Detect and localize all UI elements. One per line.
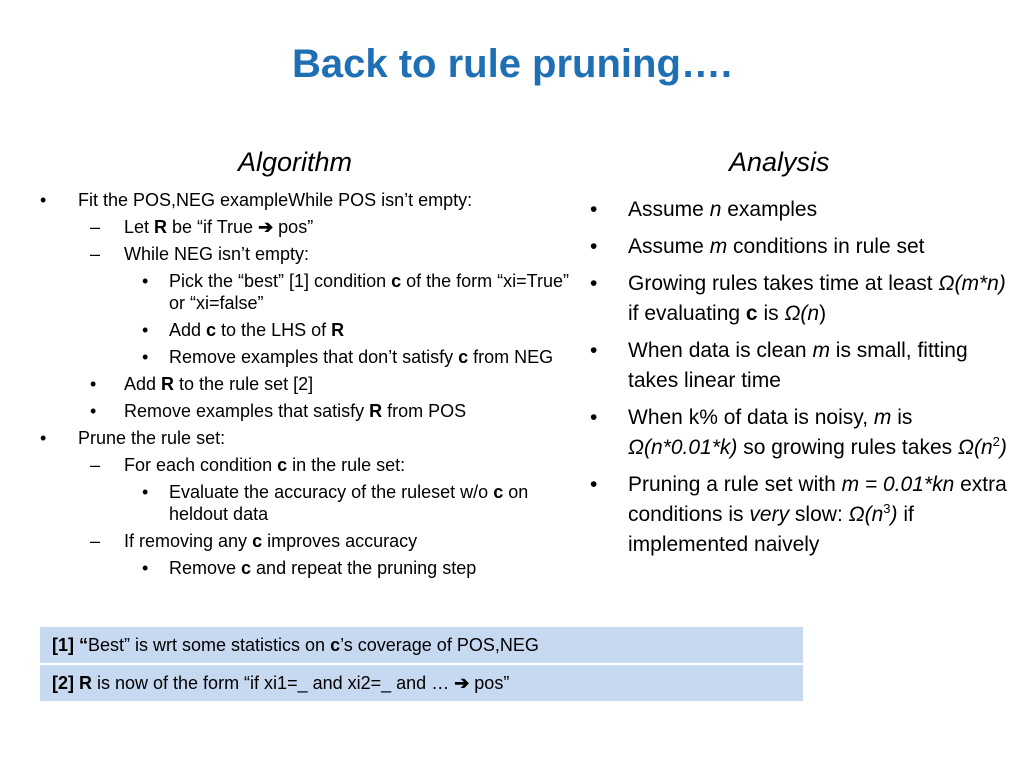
item-text: in the rule set: bbox=[287, 455, 406, 475]
bullet-marker: • bbox=[590, 473, 598, 496]
bullet-marker: • bbox=[590, 339, 598, 362]
var-c: c bbox=[252, 531, 263, 551]
item-text: If removing any bbox=[124, 531, 253, 551]
item-text: pos” bbox=[273, 217, 314, 237]
item-text: of the form “xi=True” or “xi=false” bbox=[169, 271, 570, 313]
item-text: Remove examples that don’t satisfy bbox=[169, 347, 459, 367]
math-expr: Ω(m*n) bbox=[938, 272, 1006, 295]
math-expr: Ω(n*0.01*k) bbox=[628, 436, 738, 459]
footnote-text: ’s coverage of POS,NEG bbox=[340, 635, 539, 655]
item-text: conditions in rule set bbox=[727, 235, 925, 258]
list-item bbox=[40, 400, 570, 422]
item-text: Evaluate the accuracy of the ruleset w/o bbox=[169, 482, 494, 502]
list-item bbox=[40, 319, 570, 341]
footnote-text: is now of the form “if xi1=_ and xi2=_ and … bbox=[92, 673, 455, 693]
list-item bbox=[40, 454, 570, 476]
dash-marker: – bbox=[90, 244, 101, 264]
var-r: R bbox=[331, 320, 345, 340]
list-item bbox=[588, 269, 1008, 329]
item-text: to the LHS of bbox=[216, 320, 332, 340]
analysis-heading: Analysis bbox=[729, 147, 830, 177]
var-n: n bbox=[807, 302, 820, 325]
bullet-marker: • bbox=[40, 428, 47, 448]
var-c: c bbox=[493, 482, 504, 502]
bullet-marker: • bbox=[142, 558, 149, 578]
math-expr: m = 0.01*kn bbox=[841, 473, 955, 496]
item-text: Remove bbox=[169, 558, 242, 578]
var-c: c bbox=[277, 455, 288, 475]
superscript: 3 bbox=[883, 501, 891, 516]
var-r: R bbox=[154, 217, 168, 237]
item-text: Assume bbox=[628, 235, 710, 258]
item-text: if implemented naively bbox=[628, 503, 914, 556]
math-expr: Ω(n bbox=[957, 436, 993, 459]
var-c: c bbox=[458, 347, 469, 367]
bullet-marker: • bbox=[590, 272, 598, 295]
var-c: c bbox=[391, 271, 402, 291]
dash-marker: – bbox=[90, 217, 101, 237]
item-text: When data is clean bbox=[628, 339, 813, 362]
bullet-marker: • bbox=[142, 347, 149, 367]
var-c: c bbox=[206, 320, 217, 340]
list-item bbox=[40, 557, 570, 579]
footnote-text: Best” is wrt some statistics on bbox=[88, 635, 331, 655]
footnote-label: [2] bbox=[52, 673, 79, 693]
item-text: slow: bbox=[789, 503, 849, 526]
list-item bbox=[40, 243, 570, 265]
slide-title: Back to rule pruning…. bbox=[291, 42, 733, 86]
item-text: Let bbox=[124, 217, 155, 237]
var-r: R bbox=[369, 401, 383, 421]
analysis-list bbox=[588, 195, 1008, 567]
item-text: When k% of data is noisy, bbox=[628, 406, 874, 429]
math-expr: Ω( bbox=[784, 302, 808, 325]
list-item bbox=[588, 470, 1008, 560]
footnote-1 bbox=[40, 627, 803, 663]
item-text: from NEG bbox=[468, 347, 554, 367]
bullet-marker: • bbox=[590, 235, 598, 258]
superscript: 2 bbox=[992, 434, 1000, 449]
list-item bbox=[40, 189, 570, 211]
var-n: n bbox=[709, 198, 722, 221]
item-text: to the rule set [2] bbox=[174, 374, 314, 394]
item-text: While NEG isn’t empty: bbox=[124, 244, 310, 264]
item-text: be “if True bbox=[167, 217, 259, 237]
list-item bbox=[40, 427, 570, 449]
list-item bbox=[588, 195, 1008, 225]
item-text: Fit the POS,NEG exampleWhile POS isn’t empty: bbox=[78, 190, 473, 210]
item-text: on heldout data bbox=[169, 482, 529, 524]
arrow-icon: ➔ bbox=[258, 217, 274, 237]
bullet-marker: • bbox=[40, 190, 47, 210]
footnote-2 bbox=[40, 665, 803, 701]
bullet-marker: • bbox=[142, 482, 149, 502]
bullet-marker: • bbox=[590, 406, 598, 429]
item-text: is small, fitting takes linear time bbox=[628, 339, 968, 392]
var-r: R bbox=[79, 673, 92, 693]
item-text: from POS bbox=[382, 401, 467, 421]
item-text: is bbox=[757, 302, 785, 325]
item-text: Prune the rule set: bbox=[78, 428, 226, 448]
item-text: examples bbox=[721, 198, 818, 221]
list-item bbox=[588, 336, 1008, 396]
dash-marker: – bbox=[90, 531, 101, 551]
item-text: extra conditions is bbox=[628, 473, 1007, 526]
math-expr: ) bbox=[890, 503, 898, 526]
var-m: m bbox=[873, 406, 892, 429]
bullet-marker: • bbox=[142, 320, 149, 340]
algorithm-heading: Algorithm bbox=[238, 147, 353, 177]
footnote-label: [1] “ bbox=[52, 635, 88, 655]
var-c: c bbox=[330, 635, 341, 655]
list-item bbox=[40, 373, 570, 395]
footnotes-box bbox=[40, 627, 803, 701]
list-item bbox=[40, 346, 570, 368]
dash-marker: – bbox=[90, 455, 101, 475]
bullet-marker: • bbox=[590, 198, 598, 221]
list-item bbox=[40, 216, 570, 238]
var-r: R bbox=[161, 374, 175, 394]
math-expr: Ω(n bbox=[848, 503, 884, 526]
item-text: Pick the “best” [1] condition bbox=[169, 271, 392, 291]
var-m: m bbox=[709, 235, 728, 258]
list-item bbox=[40, 481, 570, 525]
item-text: is bbox=[891, 406, 913, 429]
item-text: improves accuracy bbox=[262, 531, 418, 551]
bullet-marker: • bbox=[142, 271, 149, 291]
item-text: Remove examples that satisfy bbox=[124, 401, 370, 421]
item-text: and repeat the pruning step bbox=[251, 558, 477, 578]
item-text: Pruning a rule set with bbox=[628, 473, 842, 496]
var-c: c bbox=[745, 302, 758, 325]
item-text: Growing rules takes time at least bbox=[628, 272, 939, 295]
item-text: ) bbox=[819, 302, 827, 325]
item-text: so growing rules takes bbox=[737, 436, 958, 459]
list-item bbox=[588, 232, 1008, 262]
item-text: Add bbox=[169, 320, 207, 340]
footnote-text: pos” bbox=[469, 673, 510, 693]
item-text: Assume bbox=[628, 198, 710, 221]
arrow-icon: ➔ bbox=[454, 673, 470, 693]
bullet-marker: • bbox=[90, 401, 97, 421]
var-c: c bbox=[241, 558, 252, 578]
item-text: if evaluating bbox=[628, 302, 746, 325]
list-item bbox=[40, 530, 570, 552]
list-item bbox=[588, 403, 1008, 463]
item-text: Add bbox=[124, 374, 162, 394]
list-item bbox=[40, 270, 570, 314]
var-m: m bbox=[812, 339, 830, 362]
emphasis: very bbox=[749, 503, 790, 526]
math-expr: ) bbox=[999, 436, 1007, 459]
bullet-marker: • bbox=[90, 374, 97, 394]
algorithm-list bbox=[40, 189, 570, 584]
item-text: For each condition bbox=[124, 455, 278, 475]
